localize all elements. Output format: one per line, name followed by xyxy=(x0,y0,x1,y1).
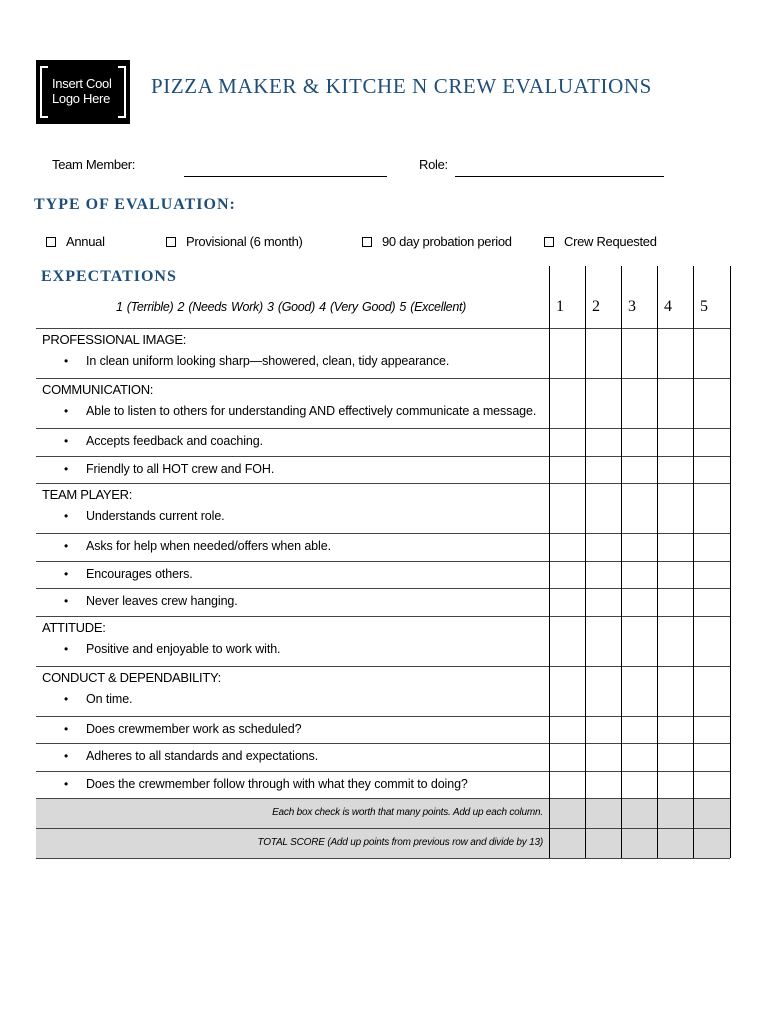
score-cell-1[interactable] xyxy=(549,561,585,589)
category-label: PROFESSIONAL IMAGE: xyxy=(42,332,187,347)
score-cell-5[interactable] xyxy=(693,378,729,428)
score-cell-3[interactable] xyxy=(621,716,657,744)
score-cell-3[interactable] xyxy=(621,428,657,456)
score-cell-2[interactable] xyxy=(585,771,621,799)
score-column-1-header: 1 xyxy=(556,298,564,315)
eval-option-label: 90 day probation period xyxy=(382,234,512,249)
eval-option-annual[interactable] xyxy=(46,234,105,249)
score-cell-5[interactable] xyxy=(693,666,729,716)
score-cell-5[interactable] xyxy=(693,428,729,456)
row-divider xyxy=(36,456,730,457)
row-divider xyxy=(36,616,730,617)
total-score-row-cell-2[interactable] xyxy=(585,828,621,858)
total-score-row-cell-3[interactable] xyxy=(621,828,657,858)
score-cell-1[interactable] xyxy=(549,328,585,378)
total-score-row-cell-5[interactable] xyxy=(693,828,729,858)
bullet-icon: • xyxy=(64,461,69,476)
role-field[interactable] xyxy=(455,176,664,177)
eval-option-label: Annual xyxy=(66,234,105,249)
total-score-row-label: TOTAL SCORE (Add up points from previous row and divide by 13) xyxy=(257,837,543,848)
score-cell-4[interactable] xyxy=(657,483,693,533)
rating-scale-legend: 1 (Terrible) 2 (Needs Work) 3 (Good) 4 (Very Good) 5 (Excellent) xyxy=(115,300,467,314)
table-row xyxy=(36,428,730,456)
bullet-icon: • xyxy=(64,594,69,608)
score-cell-4[interactable] xyxy=(657,428,693,456)
column-divider xyxy=(693,266,694,858)
row-divider xyxy=(36,666,730,667)
criterion-text: Does the crewmember follow through with what they commit to doing? xyxy=(86,776,468,791)
score-cell-2[interactable] xyxy=(585,378,621,428)
score-cell-5[interactable] xyxy=(693,561,729,589)
score-cell-5[interactable] xyxy=(693,588,729,616)
score-cell-3[interactable] xyxy=(621,378,657,428)
score-cell-2[interactable] xyxy=(585,428,621,456)
checkbox[interactable] xyxy=(362,237,372,247)
points-row-cell-2[interactable] xyxy=(585,798,621,828)
score-cell-5[interactable] xyxy=(693,771,729,799)
bullet-icon: • xyxy=(64,354,69,368)
criterion-text: On time. xyxy=(86,691,133,706)
category-label: TEAM PLAYER: xyxy=(42,487,133,502)
score-cell-4[interactable] xyxy=(657,743,693,771)
eval-option-crew-requested[interactable] xyxy=(544,234,657,249)
score-cell-5[interactable] xyxy=(693,533,729,561)
bullet-icon: • xyxy=(64,776,69,791)
score-cell-1[interactable] xyxy=(549,533,585,561)
total-score-row-cell-1[interactable] xyxy=(549,828,585,858)
role-label: Role: xyxy=(419,157,448,172)
score-cell-4[interactable] xyxy=(657,616,693,666)
score-cell-5[interactable] xyxy=(693,716,729,744)
column-divider xyxy=(585,266,586,858)
criterion-text: Never leaves crew hanging. xyxy=(86,594,238,608)
table-row xyxy=(36,378,730,428)
score-cell-2[interactable] xyxy=(585,666,621,716)
total-score-row-cell-4[interactable] xyxy=(657,828,693,858)
criterion-text: In clean uniform looking sharp—showered, clean, tidy appearance. xyxy=(86,354,450,368)
score-cell-1[interactable] xyxy=(549,743,585,771)
score-cell-2[interactable] xyxy=(585,456,621,484)
table-row xyxy=(36,456,730,484)
score-cell-2[interactable] xyxy=(585,616,621,666)
score-cell-1[interactable] xyxy=(549,666,585,716)
score-cell-4[interactable] xyxy=(657,588,693,616)
table-row xyxy=(36,743,730,771)
eval-option-label: Provisional (6 month) xyxy=(186,234,303,249)
bullet-icon: • xyxy=(64,691,69,706)
logo-bracket-left xyxy=(40,66,48,118)
score-cell-3[interactable] xyxy=(621,666,657,716)
row-divider xyxy=(36,716,730,717)
table-row xyxy=(36,588,730,616)
score-cell-5[interactable] xyxy=(693,483,729,533)
evaluation-type-heading: TYPE OF EVALUATION: xyxy=(34,196,236,213)
score-cell-1[interactable] xyxy=(549,378,585,428)
score-cell-3[interactable] xyxy=(621,561,657,589)
score-cell-3[interactable] xyxy=(621,328,657,378)
score-cell-1[interactable] xyxy=(549,716,585,744)
criterion-text: Asks for help when needed/offers when able. xyxy=(86,539,331,553)
score-cell-4[interactable] xyxy=(657,716,693,744)
row-divider xyxy=(36,743,730,744)
team-member-field[interactable] xyxy=(184,176,387,177)
score-cell-4[interactable] xyxy=(657,666,693,716)
team-member-label: Team Member: xyxy=(52,157,136,172)
table-row xyxy=(36,666,730,716)
score-cell-1[interactable] xyxy=(549,428,585,456)
score-cell-5[interactable] xyxy=(693,456,729,484)
eval-option-probation[interactable] xyxy=(362,234,512,249)
eval-option-label: Crew Requested xyxy=(564,234,657,249)
score-cell-4[interactable] xyxy=(657,378,693,428)
table-row xyxy=(36,771,730,799)
score-cell-1[interactable] xyxy=(549,771,585,799)
score-cell-5[interactable] xyxy=(693,328,729,378)
score-cell-3[interactable] xyxy=(621,533,657,561)
criterion-text: Understands current role. xyxy=(86,509,225,523)
score-cell-2[interactable] xyxy=(585,743,621,771)
score-cell-4[interactable] xyxy=(657,533,693,561)
bullet-icon: • xyxy=(64,641,69,656)
category-label: ATTITUDE: xyxy=(42,619,106,635)
criterion-text: Does crewmember work as scheduled? xyxy=(86,721,302,736)
table-row xyxy=(36,483,730,533)
score-cell-4[interactable] xyxy=(657,456,693,484)
score-cell-1[interactable] xyxy=(549,616,585,666)
checkbox[interactable] xyxy=(166,237,176,247)
score-column-3-header: 3 xyxy=(628,298,636,315)
score-cell-1[interactable] xyxy=(549,483,585,533)
score-cell-2[interactable] xyxy=(585,588,621,616)
logo-bracket-right xyxy=(118,66,126,118)
row-divider xyxy=(36,533,730,534)
criterion-text: Able to listen to others for understanding AND effectively communicate a message. xyxy=(86,404,537,418)
score-cell-1[interactable] xyxy=(549,456,585,484)
row-divider xyxy=(36,483,730,484)
logo-text xyxy=(52,76,116,106)
table-row xyxy=(36,533,730,561)
score-cell-2[interactable] xyxy=(585,533,621,561)
score-cell-4[interactable] xyxy=(657,561,693,589)
table-row xyxy=(36,616,730,666)
points-row-cell-3[interactable] xyxy=(621,798,657,828)
points-row xyxy=(36,798,730,828)
criterion-text: Encourages others. xyxy=(86,566,193,581)
score-cell-2[interactable] xyxy=(585,561,621,589)
column-divider xyxy=(657,266,658,858)
score-column-5-header: 5 xyxy=(700,298,708,315)
bullet-icon: • xyxy=(64,749,69,763)
score-cell-3[interactable] xyxy=(621,456,657,484)
points-row-label: Each box check is worth that many points. Add up each column. xyxy=(272,807,543,818)
criterion-text: Adheres to all standards and expectations. xyxy=(86,749,319,763)
score-cell-2[interactable] xyxy=(585,483,621,533)
criterion-text: Friendly to all HOT crew and FOH. xyxy=(86,461,275,476)
bullet-icon: • xyxy=(64,509,69,523)
category-label: CONDUCT & DEPENDABILITY: xyxy=(42,669,221,685)
row-divider xyxy=(36,328,730,329)
score-cell-3[interactable] xyxy=(621,616,657,666)
bullet-icon: • xyxy=(64,539,69,553)
criterion-text: Positive and enjoyable to work with. xyxy=(86,641,281,656)
table-row xyxy=(36,716,730,744)
bullet-icon: • xyxy=(64,721,69,736)
row-divider xyxy=(36,828,730,829)
row-divider xyxy=(36,428,730,429)
points-row-cell-4[interactable] xyxy=(657,798,693,828)
score-cell-3[interactable] xyxy=(621,743,657,771)
points-row-cell-1[interactable] xyxy=(549,798,585,828)
score-cell-4[interactable] xyxy=(657,771,693,799)
criterion-text: Accepts feedback and coaching. xyxy=(86,434,263,448)
expectations-heading: EXPECTATIONS xyxy=(41,268,177,285)
row-divider xyxy=(36,771,730,772)
bullet-icon: • xyxy=(64,404,69,418)
column-divider xyxy=(549,266,550,858)
category-label: COMMUNICATION: xyxy=(42,382,154,397)
score-cell-3[interactable] xyxy=(621,483,657,533)
logo-placeholder xyxy=(36,60,130,124)
score-cell-3[interactable] xyxy=(621,588,657,616)
table-row xyxy=(36,561,730,589)
score-column-2-header: 2 xyxy=(592,298,600,315)
checkbox[interactable] xyxy=(544,237,554,247)
row-divider xyxy=(36,858,730,859)
checkbox[interactable] xyxy=(46,237,56,247)
score-cell-4[interactable] xyxy=(657,328,693,378)
score-column-4-header: 4 xyxy=(664,298,672,315)
score-cell-5[interactable] xyxy=(693,616,729,666)
column-divider xyxy=(730,266,731,858)
score-cell-5[interactable] xyxy=(693,743,729,771)
score-cell-2[interactable] xyxy=(585,328,621,378)
table-row xyxy=(36,328,730,378)
row-divider xyxy=(36,588,730,589)
row-divider xyxy=(36,378,730,379)
bullet-icon: • xyxy=(64,434,69,448)
score-cell-2[interactable] xyxy=(585,716,621,744)
points-row-cell-5[interactable] xyxy=(693,798,729,828)
score-cell-3[interactable] xyxy=(621,771,657,799)
row-divider xyxy=(36,561,730,562)
total-score-row xyxy=(36,828,730,858)
eval-option-provisional[interactable] xyxy=(166,234,303,249)
row-divider xyxy=(36,798,730,799)
score-cell-1[interactable] xyxy=(549,588,585,616)
bullet-icon: • xyxy=(64,566,69,581)
page-title: PIZZA MAKER & KITCHE N CREW EVALUATIONS xyxy=(151,74,652,98)
logo-line-2: Logo Here xyxy=(52,91,111,106)
logo-line-1: Insert Cool xyxy=(52,76,112,91)
column-divider xyxy=(621,266,622,858)
